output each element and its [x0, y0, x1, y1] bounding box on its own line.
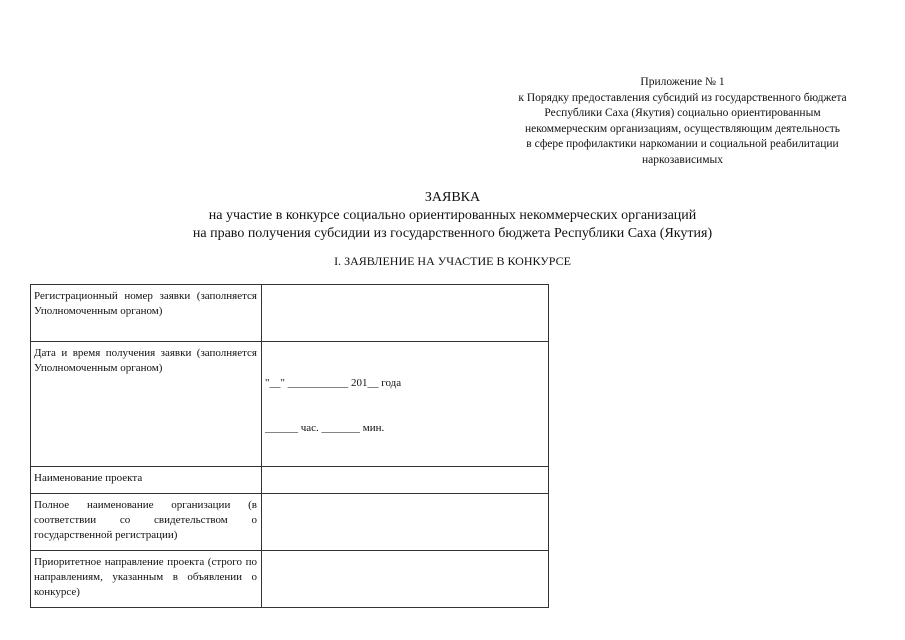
registration-number-field[interactable] — [262, 285, 549, 342]
table-row — [31, 285, 549, 342]
priority-direction-label: Приоритетное направление проекта (строго по направлениям, указанным в объявлении о конкурсе) — [31, 551, 262, 608]
registration-number-label: Регистрационный номер заявки (заполняется Уполномоченным органом) — [31, 285, 262, 342]
application-form-table — [30, 284, 549, 608]
document-title: ЗАЯВКА — [424, 190, 481, 205]
appendix-line: к Порядку предоставления субсидий из государственного бюджета — [518, 91, 847, 104]
organization-name-field[interactable] — [262, 494, 549, 551]
appendix-line: Приложение № 1 — [640, 76, 725, 88]
table-row — [31, 494, 549, 551]
section-heading: I. ЗАЯВЛЕНИЕ НА УЧАСТИЕ В КОНКУРСЕ — [334, 254, 571, 268]
appendix-line: Республики Саха (Якутия) социально ориентированным — [544, 107, 821, 119]
priority-direction-field[interactable] — [262, 551, 549, 608]
receipt-datetime-field[interactable] — [262, 342, 549, 467]
document-subtitle-line1: на участие в конкурсе социально ориентированных некоммерческих организаций — [208, 208, 697, 223]
appendix-line: наркозависимых — [641, 153, 723, 166]
table-row — [31, 551, 549, 608]
table-row — [31, 467, 549, 494]
receipt-date-line: "__" ___________ 201__ года — [265, 377, 402, 389]
project-name-label: Наименование проекта — [31, 467, 262, 494]
project-name-field[interactable] — [262, 467, 549, 494]
appendix-line: в сфере профилактики наркомании и социальной реабилитации — [526, 138, 839, 150]
table-row — [31, 342, 549, 467]
receipt-time-line: ______ час. _______ мин. — [265, 422, 385, 434]
receipt-datetime-label: Дата и время получения заявки (заполняется Уполномоченным органом) — [31, 342, 262, 467]
organization-name-label: Полное наименование организации (в соответствии со свидетельством о государственной регистрации) — [31, 494, 262, 551]
appendix-line: некоммерческим организациям, осуществляющим деятельность — [524, 122, 841, 135]
appendix-note — [470, 75, 895, 168]
document-subtitle-line2: на право получения субсидии из государственного бюджета Республики Саха (Якутия) — [192, 226, 713, 241]
